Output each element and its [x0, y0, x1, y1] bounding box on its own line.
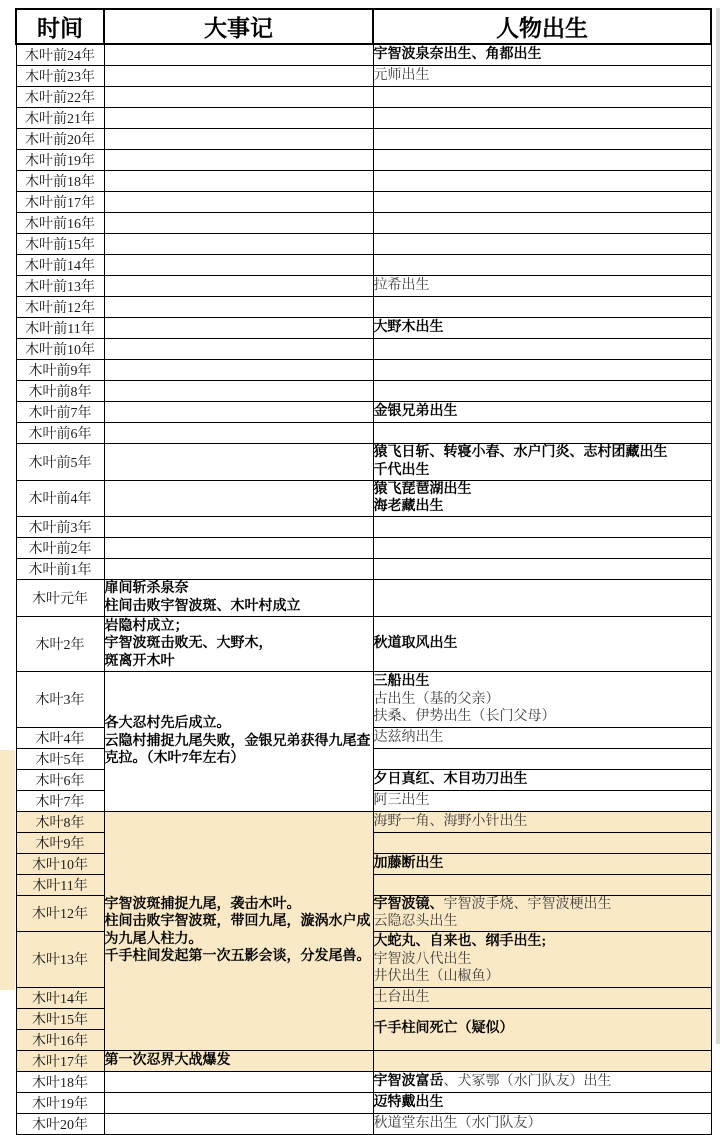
births-cell [373, 769, 711, 790]
table-row [16, 339, 711, 360]
table-row [16, 234, 711, 255]
header-major-events: 大事记 [104, 9, 373, 44]
table-row [16, 1050, 711, 1071]
births-cell [373, 616, 711, 672]
cell-line: 宇智波八代出生 [373, 951, 472, 967]
births-cell [373, 44, 711, 66]
births-cell [373, 1008, 711, 1050]
cell-line: 宇智波斑捕捉九尾，袭击木叶。 [104, 896, 301, 912]
year-cell: 木叶前16年 [16, 213, 104, 234]
year-cell: 木叶14年 [16, 987, 104, 1008]
table-row [16, 1092, 711, 1113]
events-cell [104, 517, 373, 538]
year-cell: 木叶前1年 [16, 559, 104, 580]
births-cell [373, 874, 711, 895]
births-cell [373, 402, 711, 423]
table-row [16, 480, 711, 517]
year-cell: 木叶11年 [16, 874, 104, 895]
year-cell: 木叶12年 [16, 895, 104, 932]
cell-line: 元师出生 [373, 68, 430, 84]
year-cell: 木叶前13年 [16, 276, 104, 297]
year-cell: 木叶前23年 [16, 66, 104, 87]
table-row [16, 402, 711, 423]
year-cell: 木叶前22年 [16, 87, 104, 108]
cell-line: 大野木出生 [373, 320, 444, 336]
events-cell [104, 44, 373, 66]
events-cell [104, 276, 373, 297]
events-cell [104, 480, 373, 517]
births-cell [373, 1092, 711, 1113]
cell-line: 云隐村捕捉九尾失败，金银兄弟获得九尾查克拉。（木叶7年左右） [104, 733, 371, 766]
table-row [16, 255, 711, 276]
year-cell: 木叶18年 [16, 1071, 104, 1092]
header-time: 时间 [16, 9, 104, 44]
year-cell: 木叶前20年 [16, 129, 104, 150]
births-cell [373, 150, 711, 171]
events-cell [104, 1050, 373, 1071]
cell-line: 加藤断出生 [373, 855, 444, 871]
cell-line: 斑离开木叶 [104, 653, 175, 669]
cell-line: 金银兄弟出生 [373, 404, 458, 420]
year-cell: 木叶前24年 [16, 44, 104, 66]
year-cell: 木叶2年 [16, 616, 104, 672]
events-cell [104, 339, 373, 360]
year-cell: 木叶5年 [16, 748, 104, 769]
table-row [16, 276, 711, 297]
births-cell [373, 580, 711, 617]
year-cell: 木叶前12年 [16, 297, 104, 318]
births-cell [373, 895, 711, 932]
table-row [16, 129, 711, 150]
timeline-table [15, 8, 712, 1135]
births-cell [373, 832, 711, 853]
year-cell: 木叶20年 [16, 1113, 104, 1134]
births-cell [373, 276, 711, 297]
table-row [16, 318, 711, 339]
table-row [16, 672, 711, 728]
events-cell [104, 616, 373, 672]
cell-line: 岩隐村成立； [104, 618, 189, 634]
table-row [16, 66, 711, 87]
table-row [16, 297, 711, 318]
cell-line: 秋道取风出生 [373, 636, 458, 651]
year-cell: 木叶前4年 [16, 480, 104, 517]
cell-line: 宇智波富岳、犬冢鄂（水门队友）出生 [373, 1073, 612, 1089]
births-cell [373, 108, 711, 129]
table-row [16, 171, 711, 192]
year-cell: 木叶16年 [16, 1029, 104, 1050]
births-cell [373, 1050, 711, 1071]
timeline-table-body [16, 44, 711, 1134]
cell-line: 三船出生 [373, 674, 430, 689]
cell-line: 第一次忍界大战爆发 [104, 1052, 231, 1068]
year-cell: 木叶前2年 [16, 538, 104, 559]
cell-line: 秋道堂东出生（水门队友） [373, 1115, 542, 1131]
cell-line: 达兹纳出生 [373, 729, 444, 745]
births-cell [373, 811, 711, 832]
cell-line: 井伏出生（山椒鱼） [373, 969, 500, 984]
table-row [16, 517, 711, 538]
table-row [16, 87, 711, 108]
cell-line: 宇智波泉奈出生、角都出生 [373, 47, 542, 63]
year-cell: 木叶8年 [16, 811, 104, 832]
page-edge-shadow [716, 8, 720, 1044]
year-cell: 木叶前18年 [16, 171, 104, 192]
births-cell [373, 297, 711, 318]
events-cell [104, 150, 373, 171]
year-cell: 木叶前21年 [16, 108, 104, 129]
cell-line: 云隐忍头出生 [373, 914, 458, 930]
header-character-births: 人物出生 [373, 9, 711, 44]
year-cell: 木叶前10年 [16, 339, 104, 360]
year-cell: 木叶4年 [16, 727, 104, 748]
table-row [16, 444, 711, 481]
year-cell: 木叶17年 [16, 1050, 104, 1071]
events-cell [104, 444, 373, 481]
births-cell [373, 480, 711, 517]
year-cell: 木叶前19年 [16, 150, 104, 171]
births-cell [373, 517, 711, 538]
year-cell: 木叶10年 [16, 853, 104, 874]
table-row [16, 811, 711, 832]
events-cell [104, 234, 373, 255]
table-row [16, 108, 711, 129]
year-cell: 木叶前17年 [16, 192, 104, 213]
cell-line: 扉间斩杀泉奈 [104, 581, 189, 597]
events-cell [104, 559, 373, 580]
births-cell [373, 538, 711, 559]
table-row [16, 192, 711, 213]
cell-line: 海野一角、海野小针出生 [373, 813, 528, 829]
year-cell: 木叶前11年 [16, 318, 104, 339]
year-cell: 木叶前7年 [16, 402, 104, 423]
cell-line: 大蛇丸、自来也、纲手出生; [373, 934, 547, 949]
births-cell [373, 234, 711, 255]
header-row [16, 9, 711, 44]
events-cell [104, 297, 373, 318]
births-cell [373, 727, 711, 748]
table-row [16, 580, 711, 617]
events-cell [104, 402, 373, 423]
births-cell [373, 1071, 711, 1092]
table-row [16, 1071, 711, 1092]
events-cell [104, 1113, 373, 1134]
births-cell [373, 66, 711, 87]
table-row [16, 1113, 711, 1134]
births-cell [373, 192, 711, 213]
births-cell [373, 129, 711, 150]
events-cell [104, 87, 373, 108]
cell-line: 宇智波镜、宇智波手烧、宇智波梗出生 [373, 896, 612, 912]
births-cell [373, 213, 711, 234]
births-cell [373, 444, 711, 481]
table-row [16, 381, 711, 402]
year-cell: 木叶13年 [16, 932, 104, 988]
year-cell: 木叶前3年 [16, 517, 104, 538]
events-cell [104, 66, 373, 87]
table-row [16, 616, 711, 672]
cell-line: 阿三出生 [373, 792, 430, 808]
births-cell [373, 318, 711, 339]
events-cell [104, 171, 373, 192]
cell-line: 千手柱间发起第一次五影会谈，分发尾兽。 [104, 949, 371, 964]
cell-line: 海老藏出生 [373, 499, 444, 515]
events-cell [104, 255, 373, 276]
events-cell [104, 538, 373, 559]
table-row [16, 538, 711, 559]
births-cell [373, 748, 711, 769]
events-cell [104, 318, 373, 339]
cell-line: 古出生（基的父亲） [373, 691, 500, 707]
year-cell: 木叶6年 [16, 769, 104, 790]
events-cell [104, 108, 373, 129]
cell-line: 扶桑、伊势出生（长门父母） [373, 709, 556, 724]
events-cell [104, 129, 373, 150]
year-cell: 木叶前5年 [16, 444, 104, 481]
year-cell: 木叶前15年 [16, 234, 104, 255]
births-cell [373, 381, 711, 402]
births-cell [373, 360, 711, 381]
year-cell: 木叶15年 [16, 1008, 104, 1029]
events-cell [104, 213, 373, 234]
year-cell: 木叶19年 [16, 1092, 104, 1113]
events-cell [104, 672, 373, 812]
year-cell: 木叶前6年 [16, 423, 104, 444]
table-row [16, 44, 711, 66]
year-cell: 木叶前14年 [16, 255, 104, 276]
year-cell: 木叶元年 [16, 580, 104, 617]
births-cell [373, 171, 711, 192]
table-row [16, 360, 711, 381]
year-cell: 木叶9年 [16, 832, 104, 853]
births-cell [373, 255, 711, 276]
births-cell [373, 423, 711, 444]
year-cell: 木叶前8年 [16, 381, 104, 402]
cell-line: 土台出生 [373, 989, 430, 1005]
table-row [16, 423, 711, 444]
cell-line: 迈特戴出生 [373, 1094, 444, 1110]
births-cell [373, 672, 711, 728]
events-cell [104, 423, 373, 444]
cell-line: 柱间击败宇智波斑、木叶村成立 [104, 598, 301, 614]
cell-line: 柱间击败宇智波斑，带回九尾，漩涡水户成为九尾人柱力。 [104, 914, 371, 947]
table-row [16, 559, 711, 580]
table-row [16, 213, 711, 234]
year-cell: 木叶3年 [16, 672, 104, 728]
cell-line: 猿飞日斩、转寝小春、水户门炎、志村团藏出生 [373, 445, 668, 461]
year-cell: 木叶7年 [16, 790, 104, 811]
cell-line: 宇智波斑击败无、大野木， [104, 636, 273, 651]
events-cell [104, 580, 373, 617]
births-cell [373, 987, 711, 1008]
page [0, 8, 720, 1133]
births-cell [373, 559, 711, 580]
events-cell [104, 360, 373, 381]
births-cell [373, 853, 711, 874]
births-cell [373, 932, 711, 988]
table-row [16, 150, 711, 171]
births-cell [373, 87, 711, 108]
cell-line: 猿飞琵琶湖出生 [373, 481, 472, 497]
cell-line: 拉希出生 [373, 278, 430, 294]
cell-line: 各大忍村先后成立。 [104, 716, 231, 731]
events-cell [104, 192, 373, 213]
cell-line: 夕日真红、木目功刀出生 [373, 771, 528, 787]
year-cell: 木叶前9年 [16, 360, 104, 381]
births-cell [373, 1113, 711, 1134]
events-cell [104, 811, 373, 1050]
births-cell [373, 339, 711, 360]
cell-line: 千代出生 [373, 462, 430, 478]
events-cell [104, 1092, 373, 1113]
births-cell [373, 790, 711, 811]
events-cell [104, 1071, 373, 1092]
events-cell [104, 381, 373, 402]
cell-line: 千手柱间死亡（疑似） [373, 1021, 514, 1037]
